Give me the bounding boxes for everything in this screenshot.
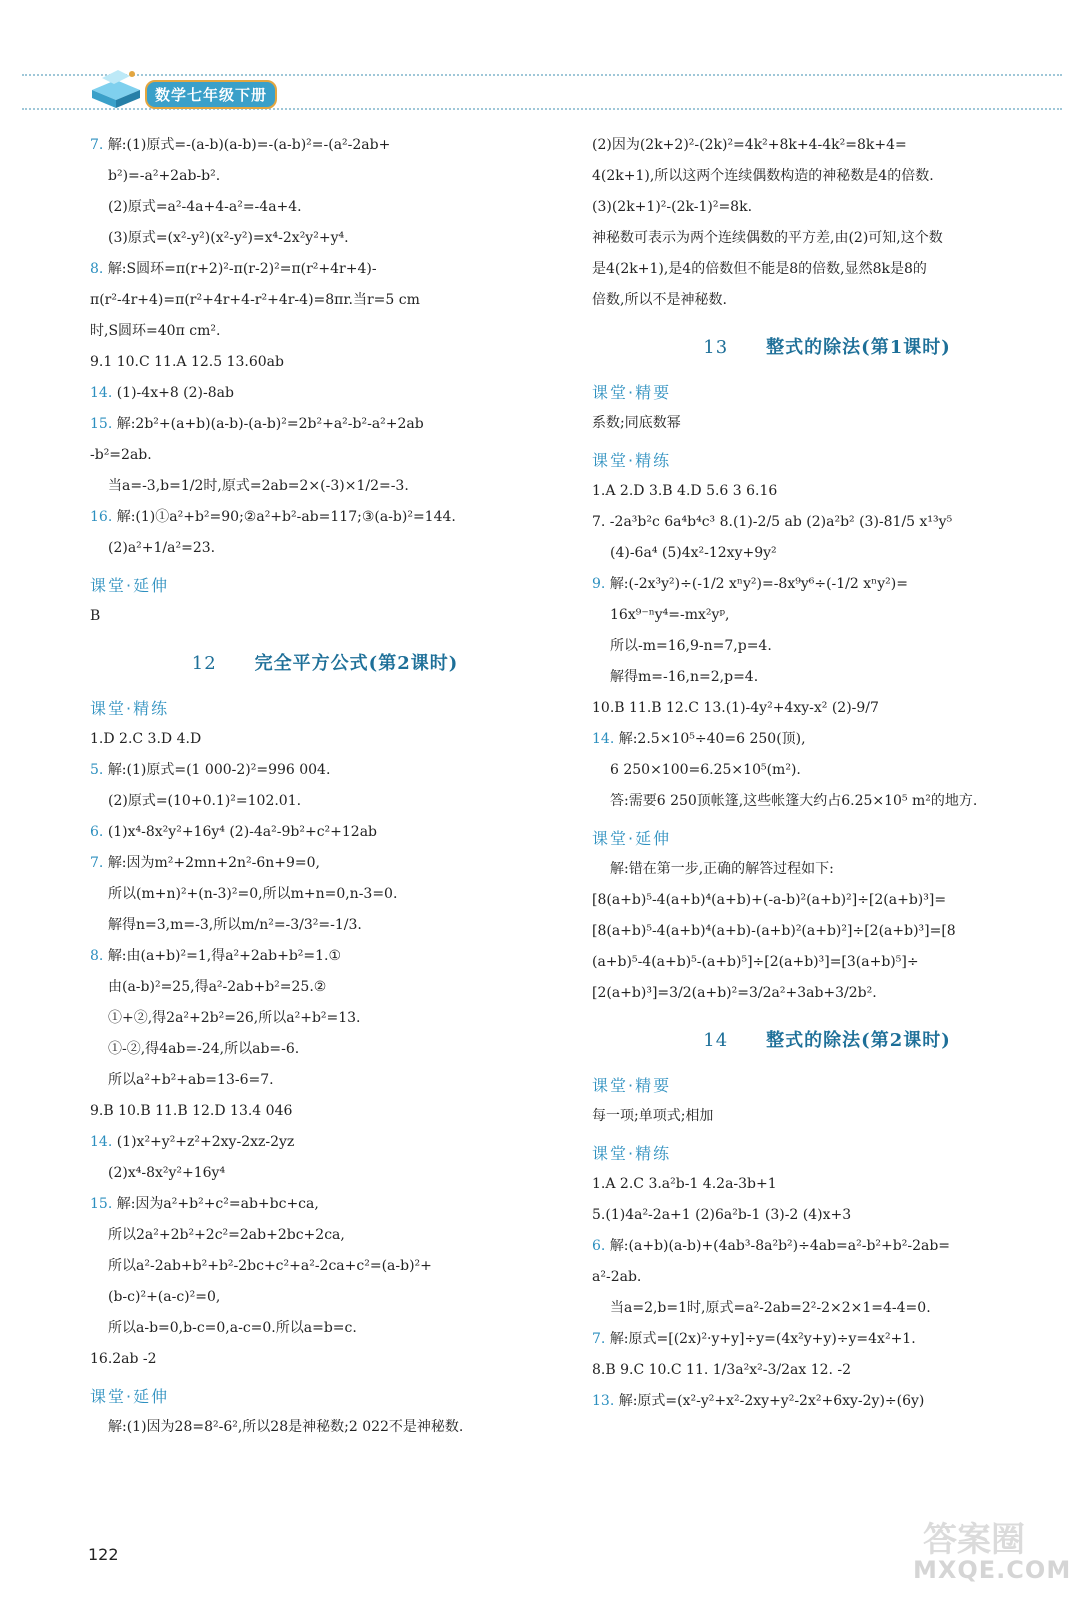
question-number: 14. xyxy=(90,385,113,401)
answer-line: -b²=2ab. xyxy=(90,447,152,463)
question-number: 15. xyxy=(90,416,113,432)
answer-line: [2(a+b)³]=3/2(a+b)²=3/2a²+3ab+3/2b². xyxy=(592,985,877,1001)
answer-line: b²)=-a²+2ab-b². xyxy=(108,168,221,184)
answer-line: (3)(2k+1)²-(2k-1)²=8k. xyxy=(592,199,753,215)
lesson-title xyxy=(90,648,560,679)
answer-text: 解:因为m²+2mn+2n²-6n+9=0, xyxy=(107,855,320,871)
answer-line: 4(2k+1),所以这两个连续偶数构造的神秘数是4的倍数. xyxy=(592,168,934,184)
answer-item xyxy=(90,409,560,440)
watermark-site: MXQE.COM xyxy=(913,1556,1072,1584)
answer-item xyxy=(592,724,1062,755)
answer-text: 解:由(a+b)²=1,得a²+2ab+b²=1.① xyxy=(107,948,342,964)
answer-item xyxy=(592,1231,1062,1262)
page-header xyxy=(0,0,1085,125)
lesson-title-text: 整式的除法(第2课时) xyxy=(766,1030,951,1051)
answer-line: (3)原式=(x²-y²)(x²-y²)=x⁴-2x²y²+y⁴. xyxy=(108,230,349,246)
answer-line: 8.B 9.C 10.C 11. 1/3a²x²-3/2ax 12. -2 xyxy=(592,1362,852,1378)
answer-item xyxy=(592,1324,1062,1355)
lesson-title xyxy=(592,332,1062,363)
answer-line: a²-2ab. xyxy=(592,1269,642,1285)
answer-line: 答:需要6 250顶帐篷,这些帐篷大约占6.25×10⁵ m²的地方. xyxy=(610,793,978,809)
question-number: 15. xyxy=(90,1196,113,1212)
answer-line: π(r²-4r+4)=π(r²+4r+4-r²+4r-4)=8πr.当r=5 cm xyxy=(90,292,420,308)
question-number: 14. xyxy=(592,731,615,747)
answer-text: 解:2.5×10⁵÷40=6 250(顶), xyxy=(618,731,806,747)
answer-line: 所以a-b=0,b-c=0,a-c=0.所以a=b=c. xyxy=(108,1320,357,1336)
question-number: 6. xyxy=(90,824,104,840)
answer-line: 当a=2,b=1时,原式=a²-2ab=2²-2×2×1=4-4=0. xyxy=(610,1300,931,1316)
answer-line: 解得n=3,m=-3,所以m/n²=-3/3²=-1/3. xyxy=(108,917,362,933)
answer-text: 解:(a+b)(a-b)+(4ab³-8a²b²)÷4ab=a²-b²+b²-2ab= xyxy=(609,1238,951,1254)
answer-line: 系数;同底数幂 xyxy=(592,415,681,431)
answer-line: 16x⁹⁻ⁿy⁴=-mx²yᵖ, xyxy=(610,607,730,623)
question-number: 9. xyxy=(592,576,606,592)
answer-line: (4)-6a⁴ (5)4x²-12xy+9y² xyxy=(610,545,777,561)
answer-line: 所以a²+b²+ab=13-6=7. xyxy=(108,1072,274,1088)
answer-line: (2)原式=a²-4a+4-a²=-4a+4. xyxy=(108,199,302,215)
answer-line: 10.B 11.B 12.C 13.(1)-4y²+4xy-x² (2)-9/7 xyxy=(592,700,879,716)
answer-text: 解:(1)原式=-(a-b)(a-b)=-(a-b)²=-(a²-2ab+ xyxy=(107,137,391,153)
page-number: 122 xyxy=(88,1545,119,1564)
section-heading: 课堂·延伸 xyxy=(90,576,170,595)
answer-line: 由(a-b)²=25,得a²-2ab+b²=25.② xyxy=(108,979,327,995)
answer-text: (1)-4x+8 (2)-8ab xyxy=(116,385,234,401)
lesson-number: 14 xyxy=(703,1030,729,1051)
section-heading: 课堂·精练 xyxy=(592,1144,672,1163)
answer-item xyxy=(90,502,560,533)
answer-line: 倍数,所以不是神秘数. xyxy=(592,292,727,308)
answer-line: 所以-m=16,9-n=7,p=4. xyxy=(610,638,772,654)
answer-line: 解得m=-16,n=2,p=4. xyxy=(610,669,759,685)
answer-item xyxy=(592,1386,1062,1417)
answer-text: 解:原式=(x²-y²+x²-2xy+y²-2x²+6xy-2y)÷(6y) xyxy=(618,1393,925,1409)
question-number: 16. xyxy=(90,509,113,525)
answer-item xyxy=(90,848,560,879)
section-heading: 课堂·精练 xyxy=(592,451,672,470)
lesson-title xyxy=(592,1025,1062,1056)
lesson-title-text: 完全平方公式(第2课时) xyxy=(254,653,459,674)
question-number: 8. xyxy=(90,261,104,277)
watermark-logo-text: 答案圈 xyxy=(923,1520,1025,1560)
answer-line: 7. -2a³b²c 6a⁴b⁴c³ 8.(1)-2/5 ab (2)a²b² (3)-81/5 x¹³y⁵ xyxy=(592,514,953,530)
book-logo-icon xyxy=(88,68,144,110)
answer-text: (1)x²+y²+z²+2xy-2xz-2yz xyxy=(116,1134,295,1150)
answer-line: (2)原式=(10+0.1)²=102.01. xyxy=(108,793,302,809)
section-heading: 课堂·精要 xyxy=(592,383,672,402)
answer-item xyxy=(90,1189,560,1220)
answer-item xyxy=(592,569,1062,600)
section-heading: 课堂·精练 xyxy=(90,699,170,718)
answer-line: 1.A 2.C 3.a²b-1 4.2a-3b+1 xyxy=(592,1176,777,1192)
answer-text: 解:(1)原式=(1 000-2)²=996 004. xyxy=(107,762,331,778)
answer-item xyxy=(90,378,560,409)
answer-line: 解:错在第一步,正确的解答过程如下: xyxy=(610,861,834,877)
answer-line: 6 250×100=6.25×10⁵(m²). xyxy=(610,762,801,778)
question-number: 5. xyxy=(90,762,104,778)
answer-line: 解:(1)因为28=8²-6²,所以28是神秘数;2 022不是神秘数. xyxy=(108,1419,464,1435)
answer-line: 5.(1)4a²-2a+1 (2)6a²b-1 (3)-2 (4)x+3 xyxy=(592,1207,852,1223)
right-column xyxy=(592,130,1062,1417)
watermark xyxy=(905,1508,1070,1593)
answer-line: ①-②,得4ab=-24,所以ab=-6. xyxy=(108,1041,300,1057)
answer-line: 16.2ab -2 xyxy=(90,1351,157,1367)
header-dotted-line-top xyxy=(22,74,1062,76)
answer-line: [8(a+b)⁵-4(a+b)⁴(a+b)-(a+b)²(a+b)²]÷[2(a+b)³]=[8 xyxy=(592,923,956,939)
question-number: 7. xyxy=(90,137,104,153)
question-number: 6. xyxy=(592,1238,606,1254)
answer-text: 解:S圆环=π(r+2)²-π(r-2)²=π(r²+4r+4)- xyxy=(107,261,377,277)
header-title: 数学七年级下册 xyxy=(145,80,277,109)
lesson-number: 12 xyxy=(191,653,217,674)
answer-line: 1.D 2.C 3.D 4.D xyxy=(90,731,202,747)
section-heading: 课堂·延伸 xyxy=(592,829,672,848)
section-heading: 课堂·延伸 xyxy=(90,1387,170,1406)
answer-text: 解:2b²+(a+b)(a-b)-(a-b)²=2b²+a²-b²-a²+2ab xyxy=(116,416,424,432)
answer-line: 每一项;单项式;相加 xyxy=(592,1108,714,1124)
answer-line: 所以a²-2ab+b²+b²-2bc+c²+a²-2ca+c²=(a-b)²+ xyxy=(108,1258,432,1274)
answer-line: (2)a²+1/a²=23. xyxy=(108,540,216,556)
answer-line: 是4(2k+1),是4的倍数但不能是8的倍数,显然8k是8的 xyxy=(592,261,927,277)
answer-line: 时,S圆环=40π cm². xyxy=(90,323,221,339)
question-number: 14. xyxy=(90,1134,113,1150)
answer-line: 1.A 2.D 3.B 4.D 5.6 3 6.16 xyxy=(592,483,778,499)
answer-line: ①+②,得2a²+2b²=26,所以a²+b²=13. xyxy=(108,1010,361,1026)
answer-item xyxy=(90,817,560,848)
answer-item xyxy=(90,130,560,161)
question-number: 7. xyxy=(592,1331,606,1347)
answer-line: 神秘数可表示为两个连续偶数的平方差,由(2)可知,这个数 xyxy=(592,230,943,246)
question-number: 13. xyxy=(592,1393,615,1409)
lesson-number: 13 xyxy=(703,337,729,358)
answer-item xyxy=(90,755,560,786)
question-number: 8. xyxy=(90,948,104,964)
answer-text: (1)x⁴-8x²y²+16y⁴ (2)-4a²-9b²+c²+12ab xyxy=(107,824,378,840)
answer-line: 所以2a²+2b²+2c²=2ab+2bc+2ca, xyxy=(108,1227,345,1243)
answer-line: (2)因为(2k+2)²-(2k)²=4k²+8k+4-4k²=8k+4= xyxy=(592,137,907,153)
answer-item xyxy=(90,254,560,285)
left-column xyxy=(90,130,560,1443)
answer-line: 所以(m+n)²+(n-3)²=0,所以m+n=0,n-3=0. xyxy=(108,886,398,902)
answer-text: 解:(1)①a²+b²=90;②a²+b²-ab=117;③(a-b)²=144. xyxy=(116,509,456,525)
answer-line: (a+b)⁵-4(a+b)⁵-(a+b)⁵]÷[2(a+b)³]=[3(a+b)⁵]÷ xyxy=(592,954,919,970)
lesson-title-text: 整式的除法(第1课时) xyxy=(766,337,951,358)
answer-line: 9.1 10.C 11.A 12.5 13.60ab xyxy=(90,354,284,370)
answer-line: B xyxy=(90,608,101,624)
answer-line: 当a=-3,b=1/2时,原式=2ab=2×(-3)×1/2=-3. xyxy=(108,478,409,494)
answer-line: [8(a+b)⁵-4(a+b)⁴(a+b)+(-a-b)²(a+b)²]÷[2(a+b)³]= xyxy=(592,892,947,908)
answer-line: (b-c)²+(a-c)²=0, xyxy=(108,1289,221,1305)
answer-item xyxy=(90,1127,560,1158)
answer-line: (2)x⁴-8x²y²+16y⁴ xyxy=(108,1165,226,1181)
answer-text: 解:原式=[(2x)²·y+y]÷y=(4x²y+y)÷y=4x²+1. xyxy=(609,1331,916,1347)
answer-text: 解:因为a²+b²+c²=ab+bc+ca, xyxy=(116,1196,319,1212)
answer-item xyxy=(90,941,560,972)
section-heading: 课堂·精要 xyxy=(592,1076,672,1095)
answer-line: 9.B 10.B 11.B 12.D 13.4 046 xyxy=(90,1103,293,1119)
question-number: 7. xyxy=(90,855,104,871)
answer-text: 解:(-2x³y²)÷(-1/2 xⁿy²)=-8x⁹y⁶÷(-1/2 xⁿy²)= xyxy=(609,576,908,592)
